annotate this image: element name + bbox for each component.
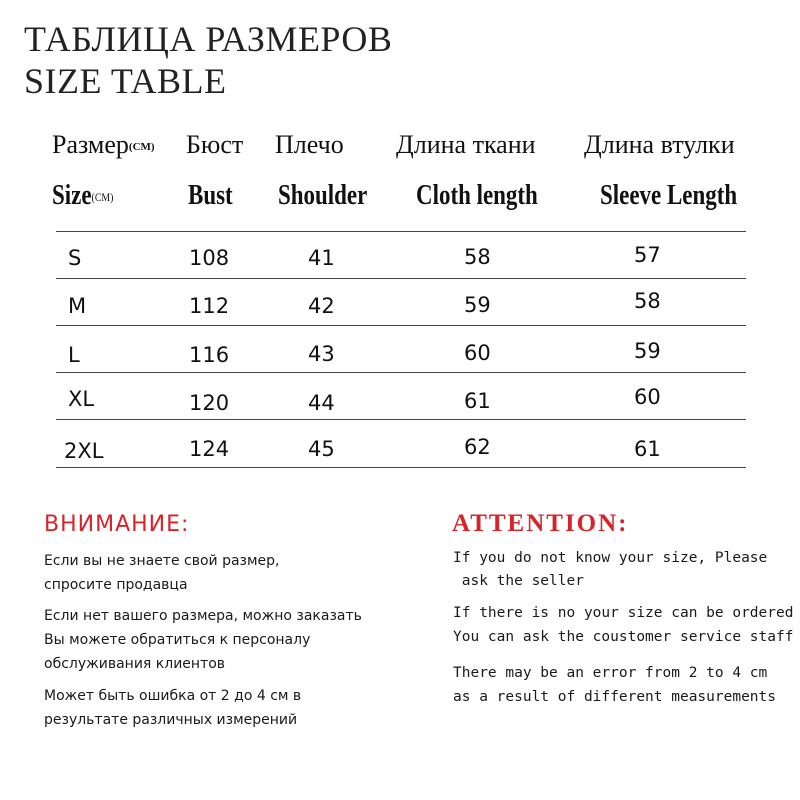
table-cell-cloth-length: 60 [464, 341, 491, 365]
attention-en-line: ask the seller [453, 573, 584, 589]
table-cell-cloth-length: 58 [464, 245, 491, 269]
table-cell-size: 2XL [64, 439, 104, 463]
header-en-size-label: Size [52, 180, 92, 211]
table-cell-sleeve-length: 57 [634, 243, 661, 267]
table-cell-shoulder: 42 [308, 294, 335, 318]
header-en-size-unit: (CM) [91, 190, 114, 205]
table-rule [56, 372, 746, 373]
attention-title-en: ATTENTION: [452, 510, 629, 537]
table-cell-sleeve-length: 60 [634, 385, 661, 409]
table-cell-sleeve-length: 59 [634, 339, 661, 363]
table-cell-bust: 112 [189, 294, 230, 318]
table-cell-shoulder: 44 [308, 391, 335, 415]
table-cell-shoulder: 41 [308, 246, 335, 270]
header-en-size [52, 180, 113, 212]
header-ru-shoulder: Плечо [275, 130, 344, 159]
header-en-cloth-length: Cloth length [416, 180, 538, 211]
attention-ru-line: обслуживания клиентов [44, 656, 226, 672]
attention-en-line: If there is no your size can be ordered [453, 605, 794, 621]
table-rule [56, 325, 746, 326]
table-rule [56, 419, 746, 420]
attention-ru-line: Вы можете обратиться к персоналу [44, 632, 311, 648]
table-cell-size: L [68, 343, 80, 367]
table-rule [56, 231, 746, 232]
table-cell-shoulder: 43 [308, 342, 335, 366]
header-ru-bust: Бюст [186, 130, 244, 159]
table-cell-cloth-length: 62 [464, 435, 491, 459]
table-rule [56, 278, 746, 279]
table-cell-sleeve-length: 58 [634, 289, 661, 313]
attention-ru-line: результате различных измерений [44, 712, 298, 728]
table-cell-bust: 116 [189, 343, 230, 367]
attention-ru-line: спросите продавца [44, 577, 188, 593]
attention-title-ru: ВНИМАНИЕ: [44, 512, 190, 537]
table-cell-size: M [68, 294, 87, 318]
header-ru-cloth-length: Длина ткани [396, 130, 536, 159]
table-rule [56, 467, 746, 468]
header-ru-size [52, 130, 155, 160]
table-cell-size: S [68, 246, 82, 270]
table-cell-cloth-length: 61 [464, 389, 491, 413]
table-cell-bust: 124 [189, 437, 230, 461]
header-ru-sleeve-length: Длина втулки [584, 130, 735, 159]
attention-ru-line: Если вы не знаете свой размер, [44, 553, 280, 569]
attention-en-line: You can ask the coustomer service staff [453, 629, 794, 645]
table-cell-shoulder: 45 [308, 437, 335, 461]
header-en-sleeve-length: Sleeve Length [600, 180, 738, 211]
attention-ru-line: Может быть ошибка от 2 до 4 см в [44, 688, 302, 704]
table-cell-bust: 108 [189, 246, 230, 270]
header-en-bust: Bust [188, 180, 233, 211]
table-cell-sleeve-length: 61 [634, 437, 661, 461]
table-cell-cloth-length: 59 [464, 293, 491, 317]
attention-en-line: as a result of different measurements [453, 689, 777, 705]
table-cell-bust: 120 [189, 391, 230, 415]
page-title-en: SIZE TABLE [24, 61, 227, 101]
table-cell-size: XL [68, 387, 95, 411]
attention-en-line: There may be an error from 2 to 4 cm [453, 665, 768, 681]
attention-en-line: If you do not know your size, Please [453, 550, 768, 566]
header-ru-size-unit: (CM) [128, 141, 155, 154]
page-title-ru: ТАБЛИЦА РАЗМЕРОВ [24, 19, 393, 59]
header-en-shoulder: Shoulder [278, 180, 368, 211]
header-ru-size-label: Размер [52, 130, 129, 159]
attention-ru-line: Если нет вашего размера, можно заказать [44, 608, 362, 624]
